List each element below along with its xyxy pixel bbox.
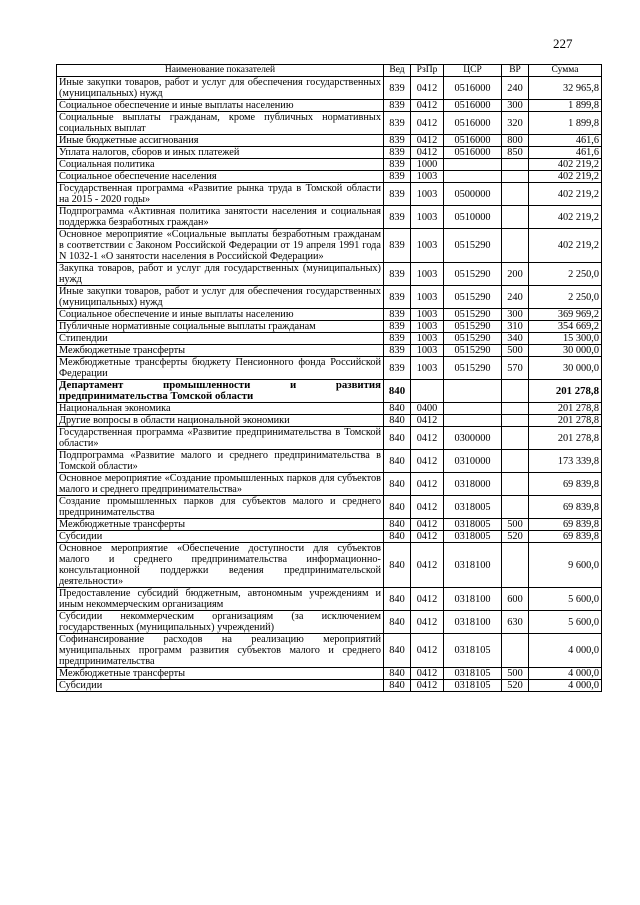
table-row	[57, 668, 602, 680]
header-name: Наименование показателей	[57, 65, 384, 77]
cell-sum: 69 839,8	[529, 473, 602, 496]
table-row	[57, 680, 602, 692]
table-row	[57, 403, 602, 415]
cell-rzpr: 0400	[411, 403, 444, 415]
cell-vr: 320	[502, 112, 529, 135]
cell-ved: 839	[384, 147, 411, 159]
cell-name: Предоставление субсидий бюджетным, автономным учреждениям и иным некоммерческим организациям	[57, 588, 384, 611]
cell-sum: 402 219,2	[529, 206, 602, 229]
cell-sum: 32 965,8	[529, 77, 602, 100]
table-row	[57, 415, 602, 427]
cell-sum: 402 219,2	[529, 183, 602, 206]
cell-rzpr: 1000	[411, 159, 444, 171]
cell-csr	[444, 380, 502, 403]
cell-ved: 839	[384, 345, 411, 357]
cell-ved: 840	[384, 450, 411, 473]
cell-vr: 300	[502, 309, 529, 321]
cell-rzpr: 0412	[411, 519, 444, 531]
cell-name: Подпрограмма «Активная политика занятости населения и социальная поддержка безработных граждан»	[57, 206, 384, 229]
table-row	[57, 531, 602, 543]
cell-sum: 173 339,8	[529, 450, 602, 473]
cell-vr: 800	[502, 135, 529, 147]
cell-csr: 0516000	[444, 135, 502, 147]
cell-ved: 840	[384, 519, 411, 531]
cell-ved: 840	[384, 611, 411, 634]
cell-name: Субсидии	[57, 531, 384, 543]
cell-sum: 461,6	[529, 147, 602, 159]
cell-name: Межбюджетные трансферты	[57, 668, 384, 680]
cell-rzpr: 0412	[411, 100, 444, 112]
cell-csr: 0318100	[444, 588, 502, 611]
cell-sum: 9 600,0	[529, 543, 602, 588]
cell-name: Межбюджетные трансферты	[57, 519, 384, 531]
cell-ved: 839	[384, 183, 411, 206]
cell-name: Субсидии	[57, 680, 384, 692]
table-row	[57, 380, 602, 403]
cell-name: Государственная программа «Развитие предпринимательства в Томской области»	[57, 427, 384, 450]
cell-csr	[444, 403, 502, 415]
table-row	[57, 147, 602, 159]
cell-csr	[444, 171, 502, 183]
cell-sum: 402 219,2	[529, 229, 602, 263]
cell-name: Иные закупки товаров, работ и услуг для обеспечения государственных (муниципальных) нужд	[57, 77, 384, 100]
cell-ved: 839	[384, 135, 411, 147]
cell-name: Межбюджетные трансферты бюджету Пенсионного фонда Российской Федерации	[57, 357, 384, 380]
cell-ved: 839	[384, 171, 411, 183]
cell-ved: 839	[384, 309, 411, 321]
cell-rzpr: 0412	[411, 450, 444, 473]
table-row	[57, 183, 602, 206]
cell-vr	[502, 634, 529, 668]
cell-name: Основное мероприятие «Социальные выплаты безработным гражданам в соответствии с Законом Российской Федерации от 19 апреля 1991 года N 1032-1 «О занятости населения в Российской Федерации»	[57, 229, 384, 263]
cell-rzpr: 0412	[411, 611, 444, 634]
header-vr: ВР	[502, 65, 529, 77]
cell-ved: 840	[384, 531, 411, 543]
cell-rzpr: 0412	[411, 112, 444, 135]
cell-vr	[502, 427, 529, 450]
cell-csr: 0516000	[444, 112, 502, 135]
cell-vr: 240	[502, 286, 529, 309]
cell-ved: 840	[384, 380, 411, 403]
cell-name: Департамент промышленности и развития предпринимательства Томской области	[57, 380, 384, 403]
cell-sum: 201 278,8	[529, 415, 602, 427]
cell-sum: 402 219,2	[529, 171, 602, 183]
cell-csr: 0510000	[444, 206, 502, 229]
cell-csr: 0318005	[444, 496, 502, 519]
cell-name: Публичные нормативные социальные выплаты гражданам	[57, 321, 384, 333]
cell-ved: 839	[384, 112, 411, 135]
cell-rzpr: 0412	[411, 427, 444, 450]
cell-rzpr: 1003	[411, 286, 444, 309]
table-row	[57, 321, 602, 333]
cell-ved: 839	[384, 333, 411, 345]
table-row	[57, 171, 602, 183]
cell-sum: 4 000,0	[529, 634, 602, 668]
cell-rzpr: 1003	[411, 183, 444, 206]
table-row	[57, 519, 602, 531]
cell-name: Создание промышленных парков для субъектов малого и среднего предпринимательства	[57, 496, 384, 519]
cell-vr	[502, 403, 529, 415]
cell-rzpr: 0412	[411, 543, 444, 588]
table-row	[57, 543, 602, 588]
table-row	[57, 100, 602, 112]
cell-name: Софинансирование расходов на реализацию мероприятий муниципальных программ развития субъектов малого и среднего предпринимательства	[57, 634, 384, 668]
cell-ved: 840	[384, 427, 411, 450]
cell-vr	[502, 543, 529, 588]
cell-rzpr: 0412	[411, 135, 444, 147]
cell-csr: 0318105	[444, 634, 502, 668]
cell-sum: 369 969,2	[529, 309, 602, 321]
cell-vr: 240	[502, 77, 529, 100]
cell-ved: 839	[384, 229, 411, 263]
cell-ved: 839	[384, 100, 411, 112]
cell-name: Социальное обеспечение населения	[57, 171, 384, 183]
cell-name: Социальные выплаты гражданам, кроме публичных нормативных социальных выплат	[57, 112, 384, 135]
cell-name: Уплата налогов, сборов и иных платежей	[57, 147, 384, 159]
cell-csr: 0318100	[444, 611, 502, 634]
cell-csr: 0515290	[444, 321, 502, 333]
table-body	[57, 77, 602, 692]
cell-csr	[444, 415, 502, 427]
cell-ved: 839	[384, 159, 411, 171]
cell-ved: 839	[384, 357, 411, 380]
table-row	[57, 263, 602, 286]
cell-name: Социальное обеспечение и иные выплаты населению	[57, 309, 384, 321]
table-row	[57, 634, 602, 668]
table-row	[57, 333, 602, 345]
cell-csr: 0318005	[444, 531, 502, 543]
cell-ved: 840	[384, 403, 411, 415]
table-row	[57, 112, 602, 135]
cell-ved: 840	[384, 415, 411, 427]
cell-vr: 570	[502, 357, 529, 380]
cell-rzpr: 1003	[411, 345, 444, 357]
cell-vr	[502, 206, 529, 229]
cell-csr: 0318100	[444, 543, 502, 588]
cell-rzpr: 1003	[411, 206, 444, 229]
cell-sum: 69 839,8	[529, 531, 602, 543]
cell-ved: 839	[384, 286, 411, 309]
cell-vr: 500	[502, 519, 529, 531]
table-row	[57, 135, 602, 147]
table-row	[57, 473, 602, 496]
cell-sum: 30 000,0	[529, 345, 602, 357]
cell-name: Межбюджетные трансферты	[57, 345, 384, 357]
cell-name: Социальное обеспечение и иные выплаты населению	[57, 100, 384, 112]
cell-sum: 69 839,8	[529, 496, 602, 519]
cell-name: Государственная программа «Развитие рынка труда в Томской области на 2015 - 2020 годы»	[57, 183, 384, 206]
cell-rzpr	[411, 380, 444, 403]
cell-csr: 0500000	[444, 183, 502, 206]
cell-name: Основное мероприятие «Обеспечение доступности для субъектов малого и среднего предпринимательства информационно-консультационной поддержки ведения предпринимательской деятельности»	[57, 543, 384, 588]
cell-name: Подпрограмма «Развитие малого и среднего предпринимательства в Томской области»	[57, 450, 384, 473]
cell-rzpr: 1003	[411, 171, 444, 183]
cell-rzpr: 0412	[411, 588, 444, 611]
cell-rzpr: 1003	[411, 333, 444, 345]
cell-csr	[444, 159, 502, 171]
cell-csr: 0515290	[444, 333, 502, 345]
cell-vr	[502, 450, 529, 473]
cell-vr	[502, 159, 529, 171]
cell-name: Иные закупки товаров, работ и услуг для обеспечения государственных (муниципальных) нужд	[57, 286, 384, 309]
table-row	[57, 286, 602, 309]
cell-sum: 1 899,8	[529, 100, 602, 112]
cell-ved: 840	[384, 496, 411, 519]
cell-sum: 354 669,2	[529, 321, 602, 333]
cell-rzpr: 1003	[411, 309, 444, 321]
cell-name: Иные бюджетные ассигнования	[57, 135, 384, 147]
cell-name: Социальная политика	[57, 159, 384, 171]
table-row	[57, 345, 602, 357]
cell-sum: 4 000,0	[529, 680, 602, 692]
cell-csr: 0515290	[444, 309, 502, 321]
header-sum: Сумма	[529, 65, 602, 77]
page-number: 227	[553, 36, 573, 51]
cell-ved: 840	[384, 588, 411, 611]
cell-sum: 4 000,0	[529, 668, 602, 680]
cell-sum: 1 899,8	[529, 112, 602, 135]
cell-vr: 850	[502, 147, 529, 159]
cell-ved: 839	[384, 263, 411, 286]
header-csr: ЦСР	[444, 65, 502, 77]
cell-ved: 840	[384, 668, 411, 680]
cell-vr: 520	[502, 531, 529, 543]
cell-sum: 201 278,8	[529, 403, 602, 415]
cell-ved: 840	[384, 680, 411, 692]
cell-ved: 840	[384, 473, 411, 496]
cell-vr: 520	[502, 680, 529, 692]
cell-csr: 0318000	[444, 473, 502, 496]
cell-vr	[502, 415, 529, 427]
cell-sum: 461,6	[529, 135, 602, 147]
cell-csr: 0516000	[444, 147, 502, 159]
table-row	[57, 77, 602, 100]
cell-rzpr: 1003	[411, 321, 444, 333]
cell-rzpr: 0412	[411, 634, 444, 668]
cell-sum: 2 250,0	[529, 263, 602, 286]
cell-rzpr: 0412	[411, 147, 444, 159]
cell-rzpr: 0412	[411, 680, 444, 692]
table-row	[57, 496, 602, 519]
cell-vr: 500	[502, 345, 529, 357]
cell-csr: 0300000	[444, 427, 502, 450]
cell-ved: 839	[384, 77, 411, 100]
cell-sum: 2 250,0	[529, 286, 602, 309]
cell-csr: 0515290	[444, 286, 502, 309]
cell-ved: 839	[384, 206, 411, 229]
cell-vr: 500	[502, 668, 529, 680]
table-row	[57, 309, 602, 321]
cell-rzpr: 0412	[411, 415, 444, 427]
cell-rzpr: 1003	[411, 357, 444, 380]
table-row	[57, 229, 602, 263]
cell-rzpr: 0412	[411, 531, 444, 543]
cell-sum: 30 000,0	[529, 357, 602, 380]
cell-csr: 0516000	[444, 100, 502, 112]
cell-vr	[502, 496, 529, 519]
cell-csr: 0318105	[444, 680, 502, 692]
cell-rzpr: 1003	[411, 263, 444, 286]
cell-sum: 69 839,8	[529, 519, 602, 531]
cell-rzpr: 1003	[411, 229, 444, 263]
cell-vr	[502, 183, 529, 206]
cell-name: Национальная экономика	[57, 403, 384, 415]
cell-sum: 5 600,0	[529, 611, 602, 634]
cell-name: Закупка товаров, работ и услуг для государственных (муниципальных) нужд	[57, 263, 384, 286]
table-row	[57, 206, 602, 229]
cell-sum: 5 600,0	[529, 588, 602, 611]
cell-vr	[502, 171, 529, 183]
cell-csr: 0515290	[444, 263, 502, 286]
cell-name: Другие вопросы в области национальной экономики	[57, 415, 384, 427]
cell-csr: 0310000	[444, 450, 502, 473]
table-row	[57, 357, 602, 380]
cell-sum: 201 278,8	[529, 427, 602, 450]
cell-ved: 840	[384, 543, 411, 588]
cell-sum: 201 278,8	[529, 380, 602, 403]
cell-name: Субсидии некоммерческим организациям (за исключением государственных (муниципальных) учреждений)	[57, 611, 384, 634]
table-row	[57, 450, 602, 473]
cell-ved: 839	[384, 321, 411, 333]
cell-rzpr: 0412	[411, 77, 444, 100]
table-header-row	[57, 65, 602, 77]
header-ved: Вед	[384, 65, 411, 77]
table-row	[57, 588, 602, 611]
cell-csr: 0515290	[444, 345, 502, 357]
cell-csr: 0515290	[444, 229, 502, 263]
cell-vr: 600	[502, 588, 529, 611]
cell-vr	[502, 229, 529, 263]
cell-vr: 300	[502, 100, 529, 112]
table-row	[57, 611, 602, 634]
cell-sum: 15 300,0	[529, 333, 602, 345]
cell-vr	[502, 473, 529, 496]
cell-vr	[502, 380, 529, 403]
cell-vr: 630	[502, 611, 529, 634]
header-rzpr: РзПр	[411, 65, 444, 77]
cell-name: Основное мероприятие «Создание промышленных парков для субъектов малого и среднего предпринимательства»	[57, 473, 384, 496]
cell-csr: 0318105	[444, 668, 502, 680]
cell-rzpr: 0412	[411, 473, 444, 496]
budget-table	[56, 64, 602, 692]
cell-csr: 0516000	[444, 77, 502, 100]
cell-vr: 340	[502, 333, 529, 345]
cell-sum: 402 219,2	[529, 159, 602, 171]
cell-vr: 200	[502, 263, 529, 286]
cell-ved: 840	[384, 634, 411, 668]
cell-csr: 0515290	[444, 357, 502, 380]
cell-csr: 0318005	[444, 519, 502, 531]
cell-rzpr: 0412	[411, 668, 444, 680]
table-row	[57, 159, 602, 171]
cell-name: Стипендии	[57, 333, 384, 345]
table-row	[57, 427, 602, 450]
cell-rzpr: 0412	[411, 496, 444, 519]
cell-vr: 310	[502, 321, 529, 333]
